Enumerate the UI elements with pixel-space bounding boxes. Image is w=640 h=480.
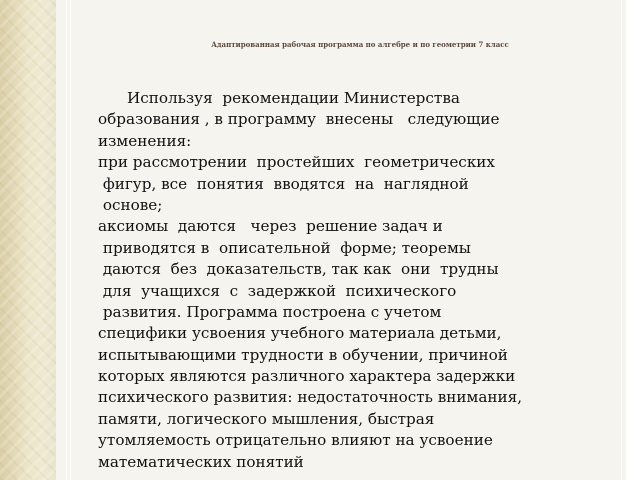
left-decorative-band bbox=[0, 0, 56, 480]
body-line: изменения: bbox=[98, 131, 192, 150]
body-line: аксиомы даются через решение задач и bbox=[98, 217, 443, 236]
body-line: которых являются различного характера задержки bbox=[98, 367, 516, 386]
body-line: психического развития: недостаточность внимания, bbox=[98, 388, 523, 407]
body-line: Используя рекомендации Министерства bbox=[98, 89, 460, 107]
body-line: для учащихся с задержкой психического bbox=[98, 281, 457, 300]
body-line: специфики усвоения учебного материала детьми, bbox=[98, 324, 502, 343]
body-line: при рассмотрении простейших геометрических bbox=[98, 153, 495, 172]
body-line: фигур, все понятия вводятся на наглядной bbox=[98, 174, 469, 193]
band-divider-line bbox=[70, 0, 71, 480]
right-divider-line bbox=[621, 0, 622, 480]
body-line: образования , в программу внесены следующие bbox=[98, 110, 500, 129]
body-line: развития. Программа построена с учетом bbox=[98, 302, 442, 321]
slide-body bbox=[98, 88, 618, 473]
body-line: утомляемость отрицательно влияют на усвоение bbox=[98, 431, 493, 450]
body-line: памяти, логического мышления, быстрая bbox=[98, 409, 435, 428]
band-divider-line bbox=[66, 0, 67, 480]
body-line: математических понятий bbox=[98, 452, 304, 471]
body-line: испытывающими трудности в обучении, причиной bbox=[98, 345, 508, 364]
right-decorative-band bbox=[626, 0, 640, 480]
body-line: даются без доказательств, так как они трудны bbox=[98, 260, 499, 279]
slide-title: Адаптированная рабочая программа по алгебре и по геометрии 7 класс bbox=[211, 40, 509, 49]
body-line: приводятся в описательной форме; теоремы bbox=[98, 238, 471, 257]
body-line: основе; bbox=[98, 195, 163, 214]
